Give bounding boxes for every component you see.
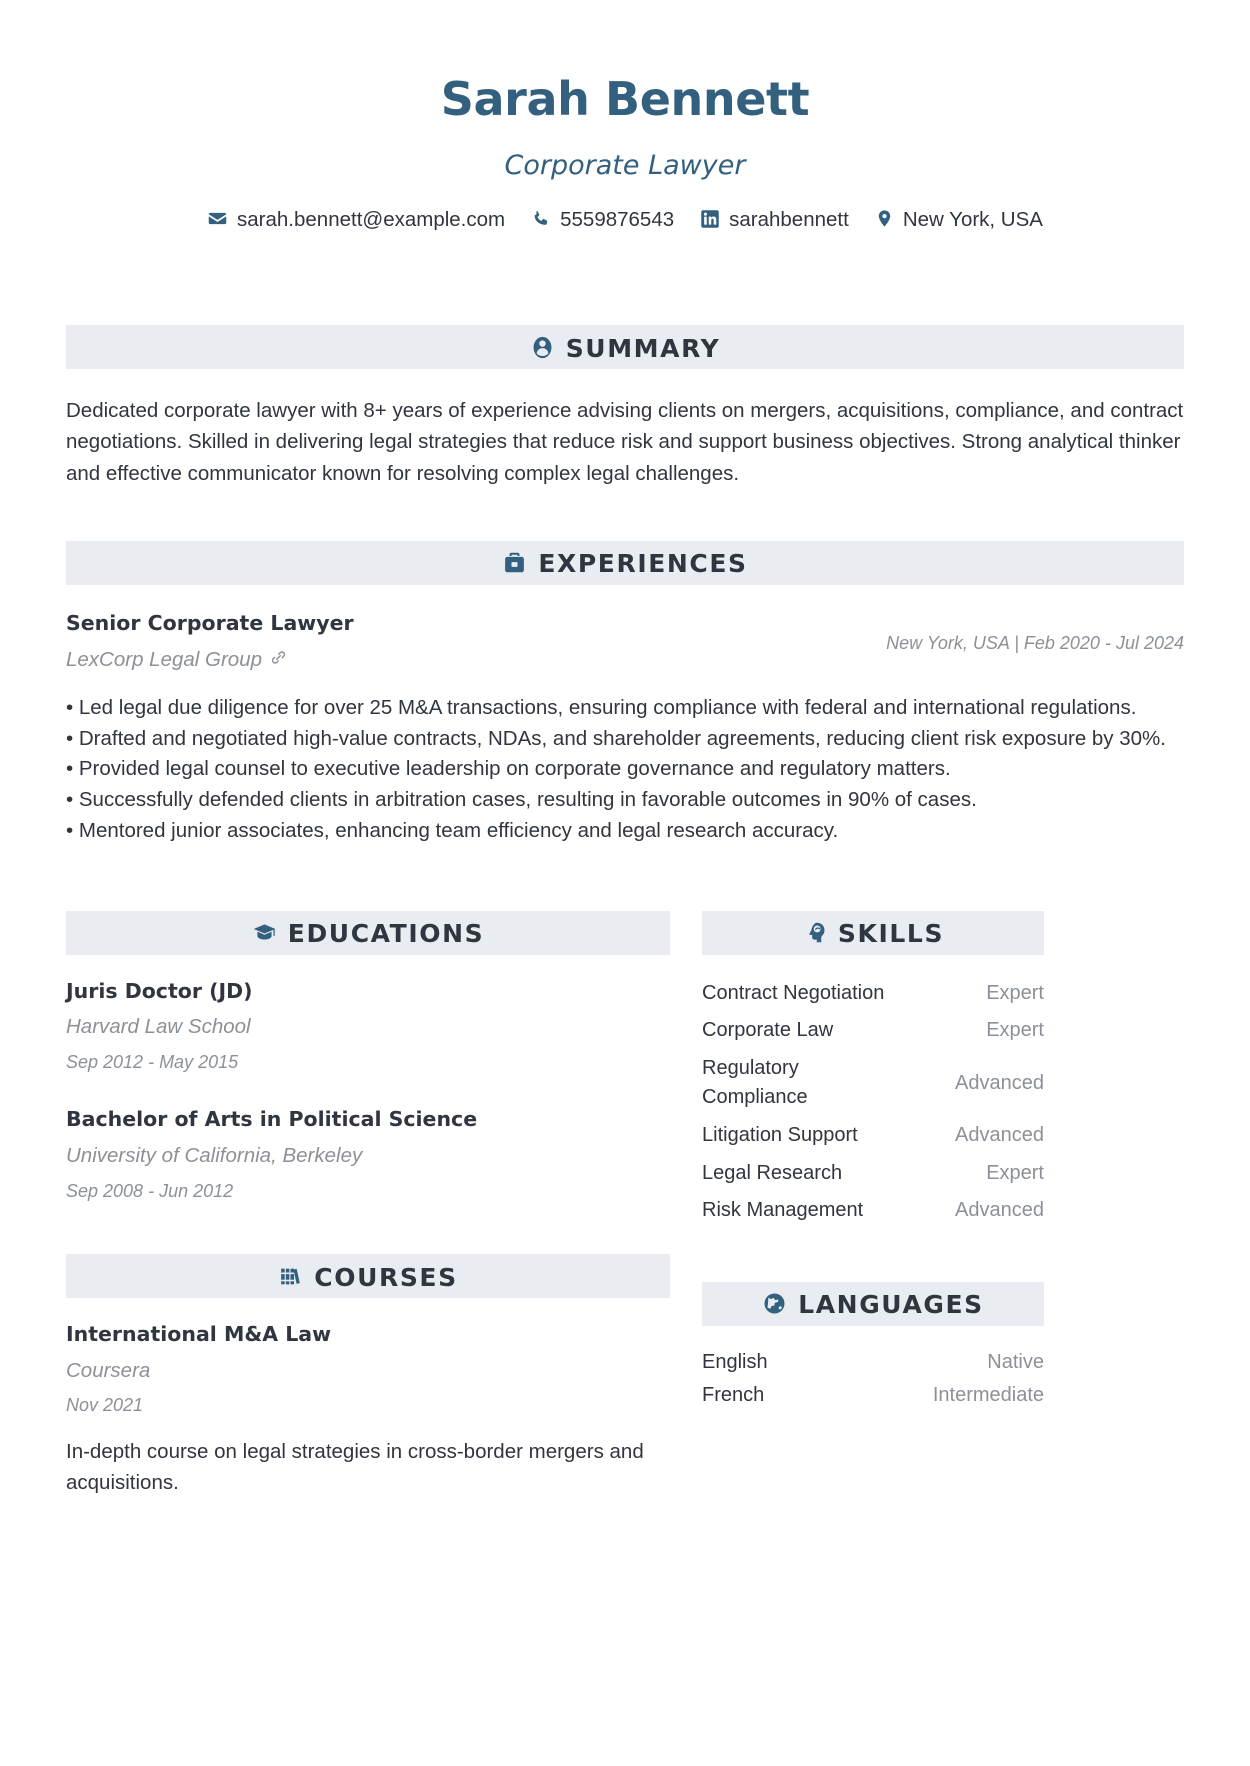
- skill-row: [702, 1155, 1044, 1193]
- section-header-educations: [66, 911, 670, 955]
- left-column: [66, 911, 670, 1499]
- section-header-courses: [66, 1254, 670, 1298]
- skill-name: Corporate Law: [702, 1019, 834, 1042]
- experience-company: [66, 648, 354, 673]
- language-row: [702, 1346, 1044, 1380]
- skills-list: [702, 975, 1044, 1230]
- skill-level: Expert: [986, 981, 1044, 1004]
- bullet-item: • Successfully defended clients in arbitration cases, resulting in favorable outcomes in 90% of cases.: [66, 788, 977, 812]
- education-item: [66, 979, 670, 1074]
- linkedin-icon: [700, 209, 720, 229]
- skill-level: Advanced: [955, 1199, 1044, 1222]
- briefcase-icon: [502, 550, 527, 575]
- contact-linkedin[interactable]: [700, 209, 849, 230]
- education-date: Sep 2012 - May 2015: [66, 1051, 239, 1072]
- skill-row: [702, 1012, 1044, 1050]
- course-date: Nov 2021: [66, 1395, 144, 1416]
- skill-level: Expert: [986, 1019, 1044, 1042]
- section-title-summary: SUMMARY: [565, 333, 721, 363]
- skill-row: [702, 1117, 1044, 1155]
- section-title-languages: LANGUAGES: [798, 1290, 984, 1320]
- course-item: [66, 1322, 670, 1498]
- experience-item: [66, 611, 1184, 673]
- right-column: [702, 911, 1044, 1499]
- language-row: [702, 1379, 1044, 1413]
- contact-linkedin-text: sarahbennett: [729, 207, 849, 231]
- languages-list: [702, 1346, 1044, 1413]
- contact-phone-text: 5559876543: [560, 207, 675, 231]
- user-circle-icon: [530, 335, 555, 360]
- skill-row: [702, 975, 1044, 1013]
- bullet-item: • Mentored junior associates, enhancing team efficiency and legal research accuracy.: [66, 818, 839, 842]
- section-header-summary: [66, 325, 1184, 369]
- resume-header: [66, 0, 1184, 229]
- location-pin-icon: [875, 208, 894, 229]
- experience-meta: New York, USA | Feb 2020 - Jul 2024: [886, 632, 1184, 653]
- course-description: In-depth course on legal strategies in cross-border mergers and acquisitions.: [66, 1440, 644, 1494]
- education-item: [66, 1107, 670, 1202]
- course-title: International M&A Law: [66, 1322, 332, 1347]
- education-degree: Bachelor of Arts in Political Science: [66, 1107, 478, 1132]
- language-name: English: [702, 1350, 768, 1373]
- skill-level: Expert: [986, 1161, 1044, 1184]
- skill-name: Contract Negotiation: [702, 981, 885, 1004]
- language-level: Native: [987, 1350, 1044, 1373]
- books-icon: [278, 1264, 303, 1289]
- globe-icon: [762, 1291, 787, 1316]
- skill-level: Advanced: [955, 1071, 1044, 1094]
- contact-row: [66, 208, 1184, 229]
- section-title-skills: SKILLS: [837, 919, 945, 949]
- section-title-educations: EDUCATIONS: [287, 919, 485, 949]
- education-date: Sep 2008 - Jun 2012: [66, 1180, 234, 1201]
- lower-columns: [66, 911, 1184, 1499]
- skill-name: Legal Research: [702, 1161, 843, 1184]
- bullet-item: • Led legal due diligence for over 25 M&A transactions, ensuring compliance with federal and international regulations.: [66, 695, 1137, 719]
- education-degree: Juris Doctor (JD): [66, 978, 253, 1003]
- experience-company-text: LexCorp Legal Group: [66, 648, 263, 672]
- section-title-experiences: EXPERIENCES: [538, 549, 748, 579]
- email-icon: [207, 208, 228, 229]
- skill-name: Litigation Support: [702, 1124, 858, 1147]
- section-header-languages: [702, 1282, 1044, 1326]
- course-provider: Coursera: [66, 1358, 151, 1382]
- contact-email[interactable]: [207, 208, 505, 229]
- skill-row: [702, 1050, 1044, 1117]
- language-name: French: [702, 1384, 765, 1407]
- skill-name: Risk Management: [702, 1199, 864, 1222]
- graduation-cap-icon: [252, 920, 277, 945]
- education-school: Harvard Law School: [66, 1015, 251, 1039]
- brain-head-icon: [802, 920, 827, 945]
- bullet-item: • Drafted and negotiated high-value contracts, NDAs, and shareholder agreements, reducing client risk exposure by 30%.: [66, 726, 1166, 750]
- section-title-courses: COURSES: [314, 1262, 458, 1292]
- experience-title: Senior Corporate Lawyer: [66, 610, 354, 635]
- contact-email-text: sarah.bennett@example.com: [237, 207, 506, 231]
- skill-row: [702, 1192, 1044, 1230]
- skill-name: Regulatory Compliance: [702, 1056, 808, 1109]
- link-icon[interactable]: [270, 648, 287, 673]
- summary-text: Dedicated corporate lawyer with 8+ years of experience advising clients on mergers, acquisitions, compliance, and contract negotiations. Skilled in delivering legal strategies that reduce risk and support business objectives. Strong analytical thinker and effective communicator known for resolving complex legal challenges.: [66, 399, 1184, 485]
- experience-bullets: [66, 693, 1184, 847]
- contact-location: [875, 208, 1043, 229]
- skill-level: Advanced: [955, 1124, 1044, 1147]
- page-title: Sarah Bennett: [440, 72, 810, 126]
- language-level: Intermediate: [932, 1384, 1044, 1407]
- section-header-experiences: [66, 541, 1184, 585]
- contact-location-text: New York, USA: [902, 207, 1043, 231]
- bullet-item: • Provided legal counsel to executive leadership on corporate governance and regulatory matters.: [66, 757, 951, 781]
- education-school: University of California, Berkeley: [66, 1144, 363, 1168]
- job-headline: Corporate Lawyer: [504, 149, 746, 181]
- section-header-skills: [702, 911, 1044, 955]
- contact-phone[interactable]: [531, 209, 674, 230]
- phone-icon: [531, 209, 551, 229]
